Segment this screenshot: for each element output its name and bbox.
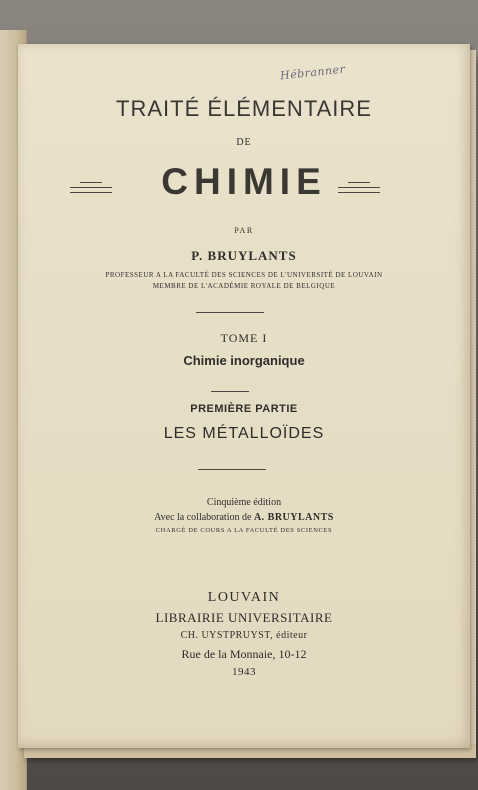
- volume-number: TOME I: [220, 331, 268, 345]
- volume-subject: Chimie inorganique: [183, 353, 305, 368]
- handwritten-note: Hébranner: [279, 62, 346, 83]
- title-line-1: TRAITÉ ÉLÉMENTAIRE: [116, 96, 372, 121]
- collaborator-role: CHARGÉ DE COURS A LA FACULTÉ DES SCIENCES: [155, 527, 333, 534]
- part-label: PREMIÈRE PARTIE: [190, 403, 298, 415]
- by-label: PAR: [234, 226, 254, 235]
- imprint-address: Rue de la Monnaie, 10-12: [181, 647, 307, 661]
- collaboration-prefix: Avec la collaboration de: [154, 512, 252, 523]
- title-page: [18, 44, 470, 748]
- divider: [196, 312, 264, 313]
- imprint-city: LOUVAIN: [207, 590, 281, 605]
- collaborator-name: A. BRUYLANTS: [253, 512, 334, 523]
- edition-line: Cinquième édition: [206, 497, 282, 508]
- imprint-year: 1943: [232, 666, 256, 678]
- imprint-publisher: LIBRAIRIE UNIVERSITAIRE: [155, 610, 333, 625]
- author-name: P. BRUYLANTS: [191, 248, 297, 263]
- divider: [198, 469, 266, 470]
- main-title: CHIMIE: [161, 161, 327, 202]
- collaboration-line: [18, 512, 470, 523]
- title-line-2: DE: [236, 137, 252, 148]
- author-affiliation-1: PROFESSEUR A LA FACULTÉ DES SCIENCES DE L'UNIVERSITÉ DE LOUVAIN: [105, 271, 383, 279]
- author-affiliation-2: MEMBRE DE L'ACADÉMIE ROYALE DE BELGIQUE: [152, 282, 336, 290]
- imprint-printer: CH. UYSTPRUYST, éditeur: [180, 630, 308, 641]
- divider: [211, 391, 249, 392]
- decorative-rule-right: [338, 180, 380, 194]
- part-title: LES MÉTALLOÏDES: [163, 425, 325, 442]
